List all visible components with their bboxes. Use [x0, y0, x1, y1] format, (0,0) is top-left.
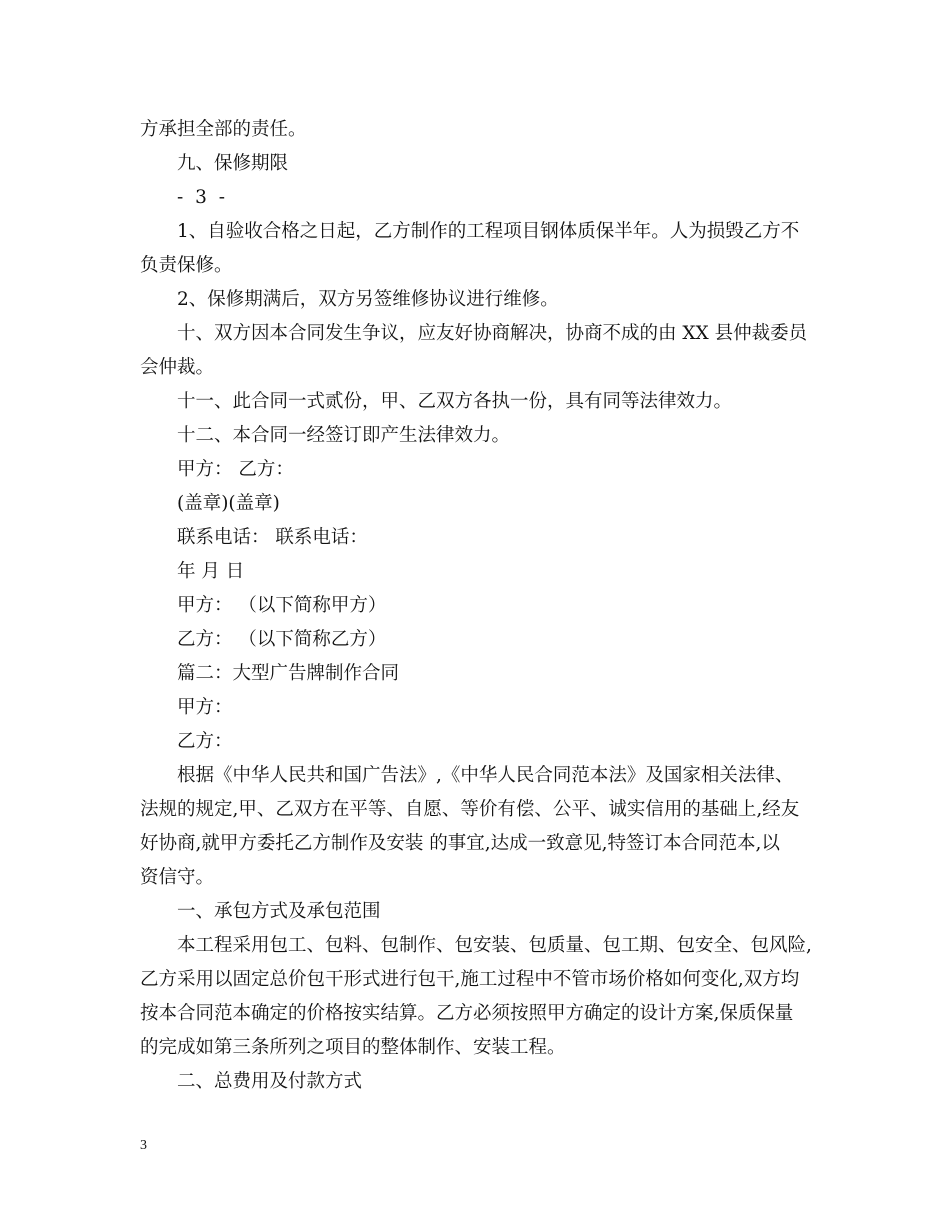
- paragraph-line: 方承担全部的责任。: [140, 119, 307, 140]
- paragraph-line: 本工程采用包工、包料、包制作、包安装、包质量、包工期、包安全、包风险,: [177, 935, 812, 956]
- paragraph-line: 十、双方因本合同发生争议，应友好协商解决，协商不成的由 XX 县仲裁委员: [177, 323, 808, 344]
- document-body: [140, 113, 815, 1099]
- paragraph-line: 根据《中华人民共和国广告法》,《中华人民合同范本法》及国家相关法律、: [177, 765, 794, 786]
- paragraph-line: 2、保修期满后，双方另签维修协议进行维修。: [177, 289, 559, 310]
- signature-line: 联系电话： 联系电话：: [177, 527, 368, 548]
- paragraph-line: 1、自验收合格之日起，乙方制作的工程项目钢体质保半年。人为损毁乙方不: [177, 221, 800, 242]
- paragraph-line: 会仲裁。: [140, 357, 215, 378]
- paragraph-line: 的完成如第三条所列之项目的整体制作、安装工程。: [140, 1037, 566, 1058]
- paragraph-line: 乙方采用以固定总价包干形式进行包干,施工过程中不管市场价格如何变化,双方均: [140, 969, 800, 990]
- section-heading: 二、总费用及付款方式: [177, 1071, 363, 1092]
- paragraph-line: 负责保修。: [140, 255, 233, 276]
- date-line: 年 月 日: [177, 561, 245, 582]
- document-subtitle: 篇二：大型广告牌制作合同: [177, 663, 400, 684]
- party-line: 乙方：: [177, 731, 233, 752]
- party-line: 乙方： （以下简称乙方）: [177, 629, 387, 650]
- signature-line: 甲方： 乙方：: [177, 459, 294, 480]
- section-heading: 九、保修期限: [177, 153, 289, 174]
- paragraph-line: 好协商,就甲方委托乙方制作及安装 的事宜,达成一致意见,特签订本合同范本,以: [140, 833, 780, 854]
- party-line: 甲方：: [177, 697, 233, 718]
- paragraph-line: 资信守。: [140, 867, 215, 888]
- section-heading: 一、承包方式及承包范围: [177, 901, 381, 922]
- footer-page-number: 3: [140, 1138, 147, 1153]
- paragraph-line: 法规的规定,甲、乙双方在平等、自愿、等价有偿、公平、诚实信用的基础上,经友: [140, 799, 800, 820]
- inline-page-marker: - 3 -: [177, 187, 229, 208]
- paragraph-line: 十一、此合同一式贰份，甲、乙双方各执一份，具有同等法律效力。: [177, 391, 733, 412]
- paragraph-line: 按本合同范本确定的价格按实结算。乙方必须按照甲方确定的设计方案,保质保量: [140, 1003, 794, 1024]
- party-line: 甲方： （以下简称甲方）: [177, 595, 387, 616]
- signature-line: (盖章)(盖章): [177, 493, 280, 514]
- paragraph-line: 十二、本合同一经签订即产生法律效力。: [177, 425, 511, 446]
